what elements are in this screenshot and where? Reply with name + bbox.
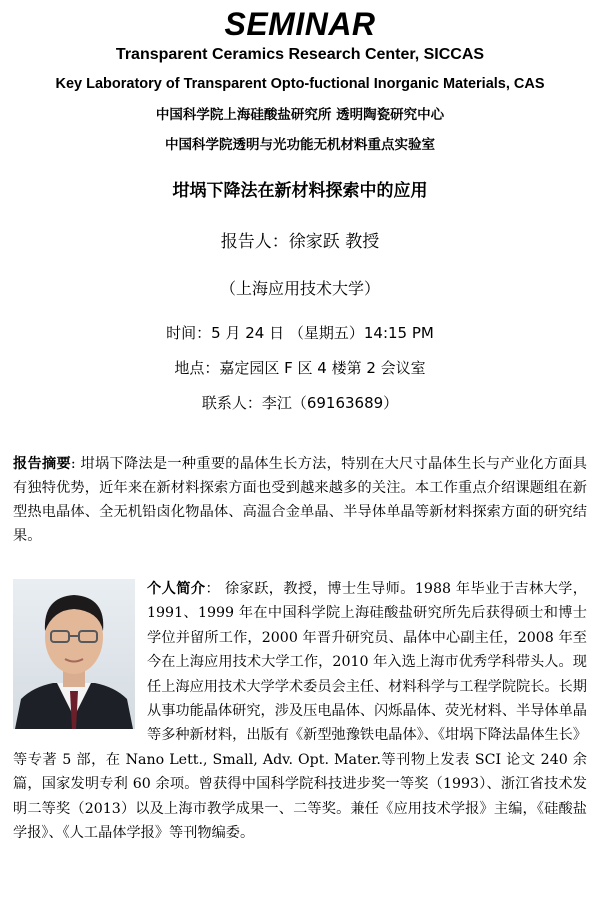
talk-title: 坩埚下降法在新材料探索中的应用	[172, 181, 428, 201]
biography-label: 个人简介	[147, 581, 206, 597]
contact-person: 联系人：李江（69163689）	[201, 394, 399, 412]
organizer-cn-1: 中国科学院上海硅酸盐研究所 透明陶瓷研究中心	[155, 107, 445, 123]
organizer-cn-2: 中国科学院透明与光功能无机材料重点实验室	[165, 137, 435, 153]
talk-location: 地点：嘉定园区 F 区 4 楼第 2 会议室	[174, 359, 426, 377]
poster-title: SEMINAR	[224, 6, 376, 42]
organizer-en-1: Transparent Ceramics Research Center, SICCAS	[115, 46, 485, 63]
abstract-paragraph	[13, 452, 587, 548]
abstract-text: : 坩埚下降法是一种重要的晶体生长方法，特别在大尺寸晶体生长与产业化方面具有独特优势，近年来在新材料探索方面也受到越来越多的关注。本工作重点介绍课题组在新型热电晶体、全无机铅卤化物晶体、高温合金单晶、半导体单晶等新材料探索方面的研究结果。	[13, 456, 587, 544]
organizer-en-2: Key Laboratory of Transparent Opto-fuctional Inorganic Materials, CAS	[55, 76, 545, 92]
talk-time: 时间：5 月 24 日 （星期五）14:15 PM	[166, 324, 434, 342]
biography-section	[13, 577, 587, 845]
speaker-photo	[13, 579, 135, 729]
biography-text: ： 徐家跃，教授，博士生导师。1988 年毕业于吉林大学，1991、1999 年在中国科学院上海硅酸盐研究所先后获得硕士和博士学位并留所工作，2000 年晋升研究员、晶体中心副主任，2008 年至今在上海应用技术大学工作，2010 年入选上海市优秀学科带头人。现任上海应用技术大学学术委员会主任、材料科学与工程学院院长。长期从事功能晶体研究，涉及压电晶体、闪烁晶体、荧光材料、半导体单晶等多种新材料，出版有《新型弛豫铁电晶体》、《坩埚下降法晶体生长》等专著 5 部，在 Nano Lett., Small, Adv. Opt. Mater.等刊物上发表 SCI 论文 240 余篇，国家发明专利 60 余项。曾获得中国科学院科技进步奖一等奖（1993）、浙江省技术发明二等奖（2013）以及上海市教学成果一、二等奖。兼任《应用技术学报》主编，《硅酸盐学报》、《人工晶体学报》等刊物编委。	[13, 581, 587, 842]
abstract-label: 报告摘要	[13, 456, 71, 472]
speaker-affiliation: （上海应用技术大学）	[219, 279, 380, 298]
speaker: 报告人：徐家跃 教授	[220, 232, 380, 252]
